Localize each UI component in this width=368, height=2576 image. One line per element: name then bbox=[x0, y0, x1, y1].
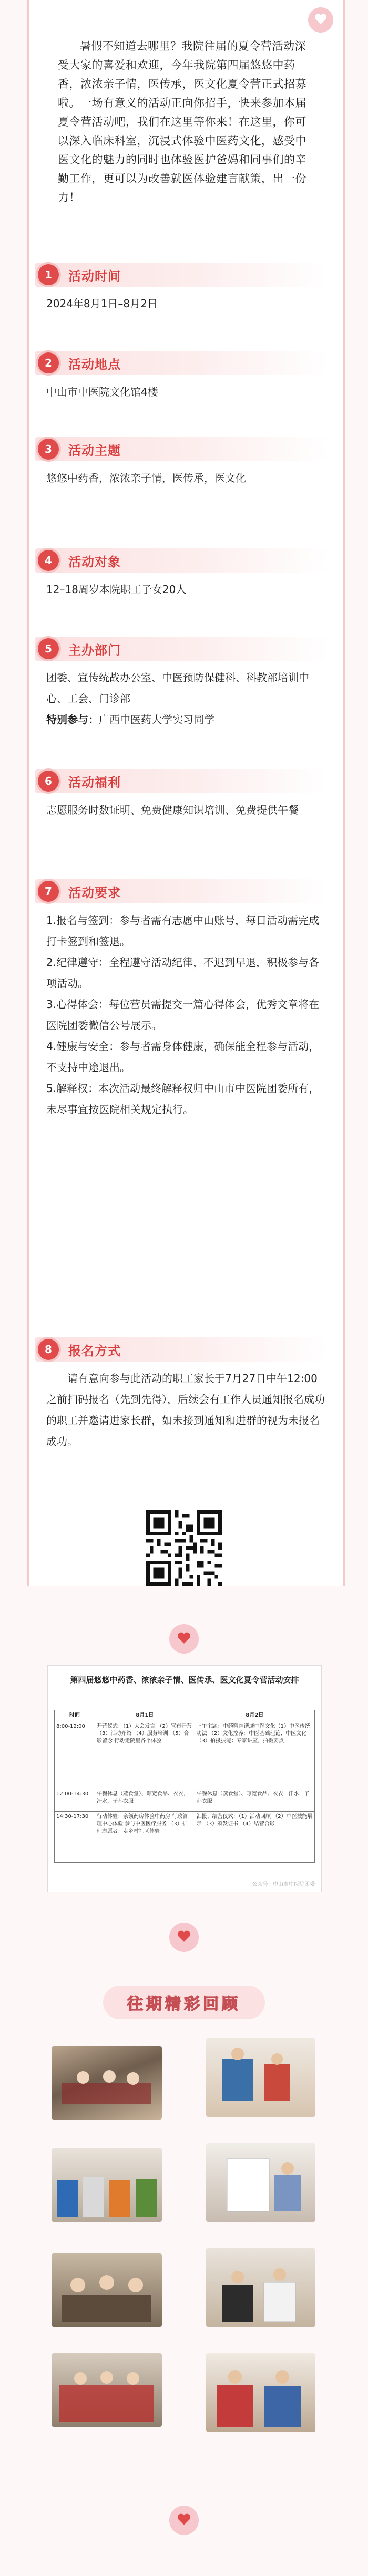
heart-icon bbox=[177, 1930, 191, 1945]
heart-icon bbox=[177, 1632, 191, 1646]
divider-heart bbox=[169, 2506, 199, 2535]
section-number: 1 bbox=[38, 264, 59, 285]
gallery-photo bbox=[206, 2248, 315, 2327]
section-text: 志愿服务时数证明、免费健康知识培训、免费提供午餐 bbox=[46, 804, 299, 816]
table-row bbox=[55, 1789, 315, 1812]
requirement-item: 1.报名与签到：参与者需有志愿中山账号，每日活动需完成打卡签到和签退。 bbox=[46, 914, 320, 948]
table-row bbox=[55, 1721, 315, 1789]
gallery-banner: 往期精彩回顾 bbox=[103, 1986, 265, 2019]
requirement-item: 5.解释权：本次活动最终解释权归中山市中医院团委所有，未尽事宜按医院相关规定执行。 bbox=[46, 1082, 320, 1116]
section-body bbox=[35, 793, 329, 820]
table-cell: 汇报、结营仪式：（1）活动回顾 （2）中医技能展示 （3）颁发证书 （4）结营合影 bbox=[195, 1812, 314, 1863]
section-requirements bbox=[35, 879, 329, 1120]
section-activity-time bbox=[35, 263, 329, 314]
section-benefits bbox=[35, 769, 329, 820]
section-title: 报名方式 bbox=[68, 1343, 121, 1358]
section-body bbox=[35, 375, 329, 402]
section-registration bbox=[35, 1337, 329, 1452]
section-activity-theme bbox=[35, 437, 329, 489]
heart-icon bbox=[177, 2513, 191, 2528]
special-participant bbox=[46, 709, 325, 730]
gallery-photo bbox=[52, 2046, 162, 2120]
divider-heart bbox=[169, 1923, 199, 1952]
section-title: 活动对象 bbox=[68, 554, 121, 569]
section-text: 2024年8月1日–8月2日 bbox=[46, 297, 158, 310]
table-cell: 上午主题：中药精神谱迹中医文化（1）中医传统功法 （2）文化控养：中医基础理论、中医文化 （3）拍摄技能：专家讲座，拍摄要点 bbox=[195, 1721, 314, 1789]
schedule-table-image bbox=[47, 1665, 322, 1892]
section-title: 主办部门 bbox=[68, 642, 121, 658]
section-body bbox=[35, 461, 329, 489]
section-organizers bbox=[35, 637, 329, 730]
section-activity-location bbox=[35, 351, 329, 402]
gallery-photo bbox=[206, 2038, 315, 2117]
requirement-item: 4.健康与安全：参与者需身体健康，确保能全程参与活动，不支持中途退出。 bbox=[46, 1040, 320, 1074]
section-header bbox=[35, 769, 329, 793]
section-body bbox=[35, 903, 329, 1120]
heart-badge bbox=[308, 7, 333, 33]
intro-paragraph: 暑假不知道去哪里？我院往届的夏令营活动深受大家的喜爱和欢迎，今年我院第四届悠悠中药香，浓浓亲子情，医传承，医文化夏令营正式招募啦。一场有意义的活动正向你招手，快来参加本届夏令营活动吧，我们在这里等你来！在这里，你可以深入临床科室，沉浸式体验中医药文化，感受中医文化的魅力的同时也体验医护爸妈和同事们的辛勤工作，更可以为改善就医体验建言献策，出一份力！ bbox=[58, 40, 306, 204]
section-text: 请有意向参与此活动的职工家长于7月27日中午12:00之前扫码报名（先到先得），后续会有工作人员通知报名成功的职工并邀请进家长群，如未接到通知和进群的视为未报名成功。 bbox=[46, 1372, 325, 1448]
table-header: 时间 bbox=[55, 1710, 95, 1721]
table-row bbox=[55, 1812, 315, 1863]
table-cell: 行动体验：亲领药房体验中药房 行政管理中心体验 参与中医医疗服务 （3）护理志愿者：走乡村社区体验 bbox=[95, 1812, 195, 1863]
section-number: 3 bbox=[38, 439, 59, 460]
section-number: 2 bbox=[38, 352, 59, 373]
section-header bbox=[35, 548, 329, 573]
schedule-title: 第四届悠悠中药香、浓浓亲子情、医传承、医文化夏令营活动安排 bbox=[70, 1675, 299, 1685]
section-title: 活动主题 bbox=[68, 443, 121, 458]
section-header bbox=[35, 879, 329, 903]
special-text: 广西中医药大学实习同学 bbox=[99, 713, 214, 726]
section-header bbox=[35, 351, 329, 375]
section-activity-target bbox=[35, 548, 329, 600]
section-title: 活动要求 bbox=[68, 885, 121, 900]
table-cell: 午餐休息（蒸食堂）、晾宽食品、衣衣，汗水，子孙衣服 bbox=[95, 1789, 195, 1812]
table-header-row bbox=[55, 1710, 315, 1721]
section-text: 团委、宣传统战办公室、中医预防保健科、科教部培训中心、工会、门诊部 bbox=[46, 671, 309, 705]
section-header bbox=[35, 437, 329, 461]
special-label: 特别参与： bbox=[46, 713, 99, 726]
section-header bbox=[35, 263, 329, 287]
requirement-item: 3.心得体会：每位营员需提交一篇心得体会，优秀文章将在医院团委微信公号展示。 bbox=[46, 998, 320, 1032]
gallery-photo bbox=[52, 2148, 162, 2222]
section-header bbox=[35, 1337, 329, 1362]
table-header: 8月2日 bbox=[195, 1710, 314, 1721]
section-body bbox=[35, 573, 329, 600]
section-text: 中山市中医院文化馆4楼 bbox=[46, 386, 158, 398]
heart-icon bbox=[314, 13, 327, 27]
section-number: 5 bbox=[38, 638, 59, 659]
section-number: 4 bbox=[38, 550, 59, 571]
section-body bbox=[35, 661, 329, 730]
table-cell: 午餐休息（蒸食堂）、晾宽食品、衣衣，汗水，子孙衣服 bbox=[195, 1789, 314, 1812]
section-number: 8 bbox=[38, 1339, 59, 1360]
gallery-photo bbox=[52, 2353, 162, 2427]
section-number: 6 bbox=[38, 771, 59, 792]
watermark: 公众号 · 中山市中医院团委 bbox=[252, 1882, 315, 1887]
section-text: 悠悠中药香，浓浓亲子情，医传承，医文化 bbox=[46, 472, 246, 484]
gallery-photo bbox=[206, 2143, 315, 2222]
section-title: 活动福利 bbox=[68, 775, 121, 790]
section-text: 12–18周岁本院职工子女20人 bbox=[46, 583, 187, 596]
gallery-photo bbox=[52, 2253, 162, 2327]
table-cell: 8:00-12:00 bbox=[55, 1721, 95, 1789]
gallery-photo bbox=[206, 2353, 315, 2432]
table-header: 8月1日 bbox=[95, 1710, 195, 1721]
schedule-table bbox=[54, 1710, 315, 1863]
section-number: 7 bbox=[38, 881, 59, 902]
table-cell: 14:30-17:30 bbox=[55, 1812, 95, 1863]
section-header bbox=[35, 637, 329, 661]
divider-heart bbox=[169, 1624, 199, 1654]
section-title: 活动地点 bbox=[68, 357, 121, 372]
section-body bbox=[35, 287, 329, 314]
section-body bbox=[35, 1362, 329, 1452]
table-cell: 开营仪式：（1）大会发言 （2）宣布开营 （3）活动介绍 （4）服务培训 （5）合影留念 行动走院里各个体验 bbox=[95, 1721, 195, 1789]
section-title: 活动时间 bbox=[68, 268, 121, 284]
requirement-item: 2.纪律遵守：全程遵守活动纪律，不迟到早退，积极参与各项活动。 bbox=[46, 956, 320, 990]
registration-qr-code[interactable] bbox=[146, 1510, 222, 1586]
table-cell: 12:00-14:30 bbox=[55, 1789, 95, 1812]
